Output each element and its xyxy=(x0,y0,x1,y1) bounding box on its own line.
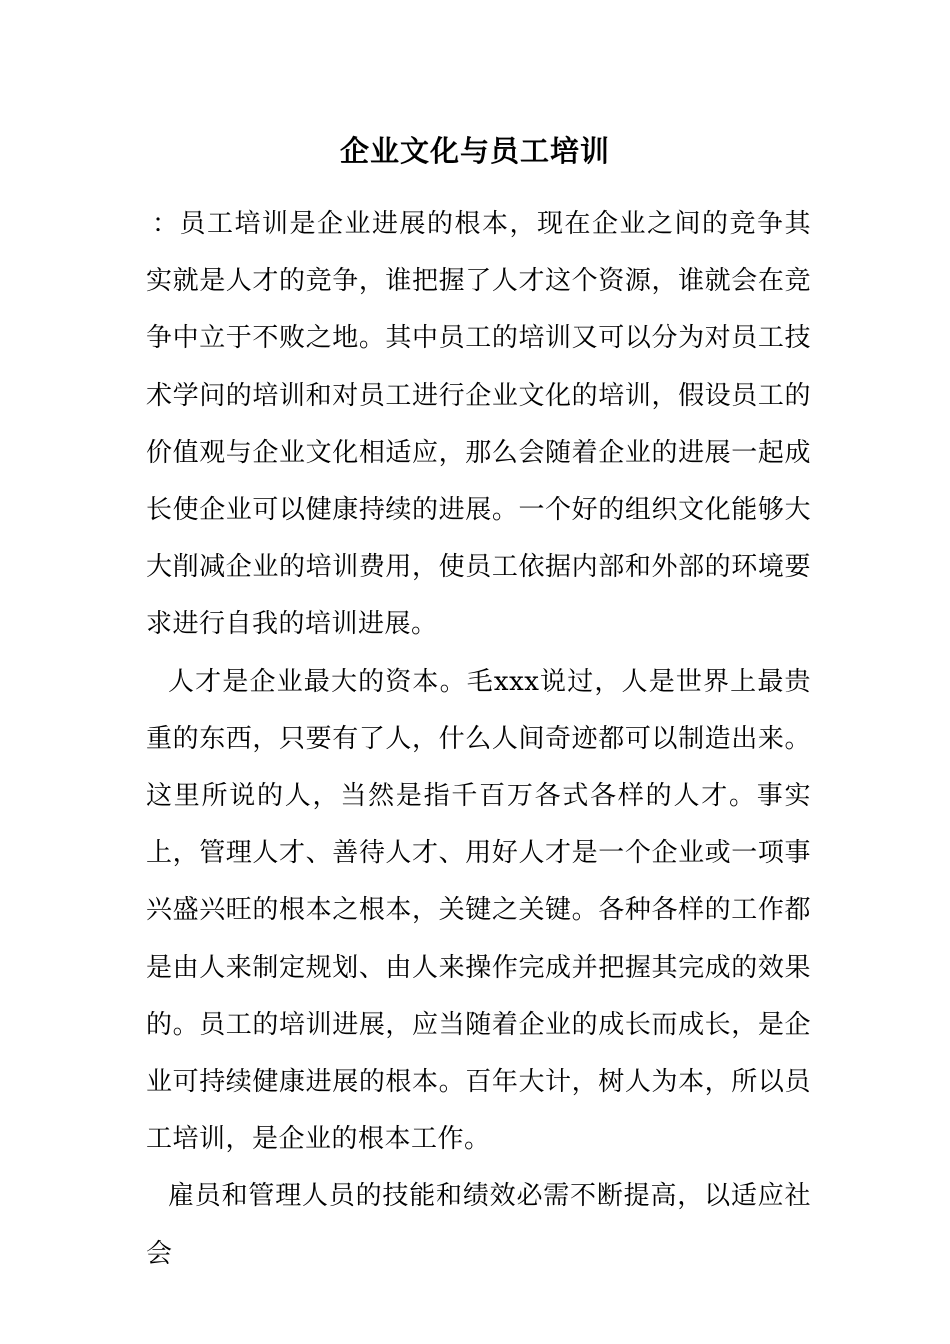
paragraph-3: 雇员和管理人员的技能和绩效必需不断提高，以适应社会 xyxy=(146,1181,811,1269)
document-body xyxy=(146,196,811,1283)
document-title: 企业文化与员工培训 xyxy=(339,134,610,168)
paragraph-1: ：员工培训是企业进展的根本，现在企业之间的竞争其实就是人才的竞争，谁把握了人才这个资源，谁就会在竞争中立于不败之地。其中员工的培训又可以分为对员工技术学问的培训和对员工进行企业文化的培训，假设员工的价值观与企业文化相适应，那么会随着企业的进展一起成长使企业可以健康持续的进展。一个好的组织文化能够大大削减企业的培训费用，使员工依据内部和外部的环境要求进行自我的培训进展。 xyxy=(146,209,811,640)
paragraph-2: 人才是企业最大的资本。毛xxx说过，人是世界上最贵重的东西，只要有了人，什么人间奇迹都可以制造出来。这里所说的人，当然是指千百万各式各样的人才。事实上，管理人才、善待人才、用好人才是一个企业或一项事兴盛兴旺的根本之根本，关键之关键。各种各样的工作都是由人来制定规划、由人来操作完成并把握其完成的效果的。员工的培训进展，应当随着企业的成长而成长，是企业可持续健康进展的根本。百年大计，树人为本，所以员工培训，是企业的根本工作。 xyxy=(146,666,811,1155)
